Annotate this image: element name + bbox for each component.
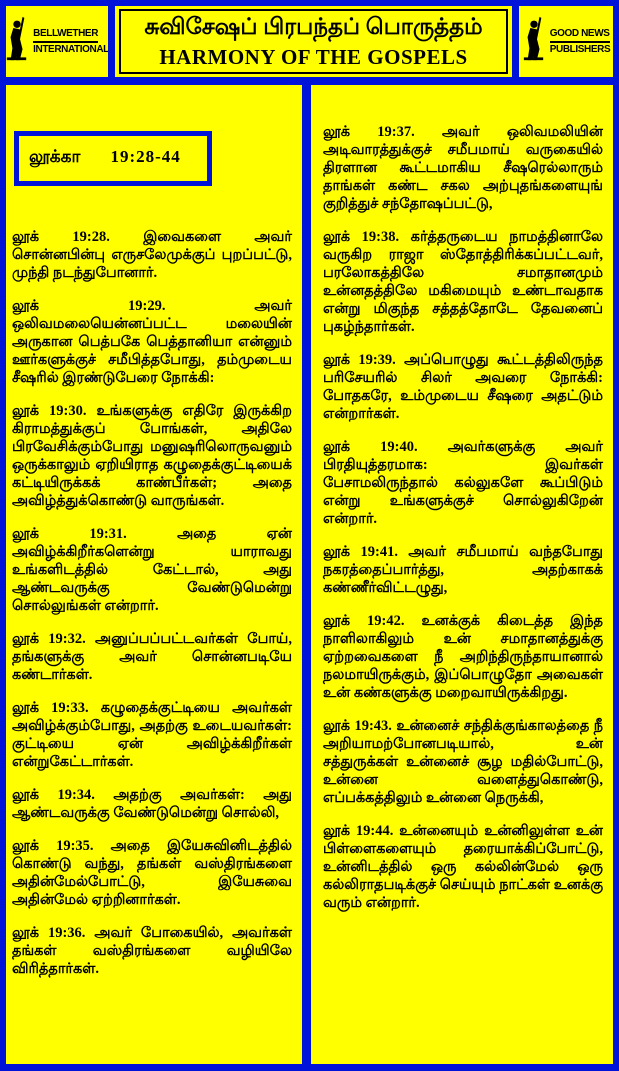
page-title-tamil: சுவிசேஷப் பிரபந்தப் பொருத்தம்	[144, 13, 483, 39]
verse-paragraph-19-34: லூக் 19:34. அதற்கு அவர்கள்: அது ஆண்டவருக்கு வேண்டுமென்று சொல்லி,	[12, 787, 292, 821]
logo-line: GOOD NEWS	[550, 27, 610, 43]
logo-line: PUBLISHERS	[549, 44, 611, 55]
good-news-logo-text	[550, 27, 610, 56]
verse-paragraph-19-38: லூக் 19:38. கர்த்தருடைய நாமத்தினாலே வருகிற ராஜா ஸ்தோத்திரிக்கப்பட்டவர், பரலோகத்திலே சமாதானமும் உன்னதத்திலே மகிமையும் உண்டாவதாக என்று மிகுந்த சத்தத்தோடே தேவனைப் புகழ்ந்தார்கள்.	[323, 229, 603, 335]
verse-paragraph-19-35: லூக் 19:35. அதை இயேசுவினிடத்தில் கொண்டு வந்து, தங்கள் வஸ்திரங்களை அதின்மேல்போட்டு, இயேசுவை அதின்மேல் ஏற்றினார்கள்.	[12, 838, 292, 908]
shepherd-figure-icon	[5, 16, 29, 67]
passage-body	[6, 85, 613, 1064]
page-header	[6, 6, 613, 85]
verse-paragraph-19-40: லூக் 19:40. அவர்களுக்கு அவர் பிரதியுத்தரமாக: இவர்கள் பேசாமலிருந்தால் கல்லுகளே கூப்பிடும் என்று உங்களுக்குச் சொல்லுகிறேன் என்றார்.	[323, 439, 603, 527]
verse-paragraph-19-39: லூக் 19:39. அப்பொழுது கூட்டத்திலிருந்த பரிசேயரில் சிலர் அவரை நோக்கி: போதகரே, உம்முடைய சீஷரை அதட்டும் என்றார்கள்.	[323, 352, 603, 422]
verse-paragraph-19-37: லூக் 19:37. அவர் ஒலிவமலியின் அடிவாரத்துக்குச் சமீபமாய் வருகையில் திரளான கூட்டமாகிய சீஷரெல்லாரும் தாங்கள் கண்ட சகல அற்புதங்களையுங் குறித்துச் சந்தோஷப்பட்டு,	[323, 124, 603, 212]
right-column	[311, 85, 613, 1064]
verse-paragraph-19-31: லூக் 19:31. அதை ஏன் அவிழ்க்கிறீர்களென்று யாராவது உங்களிடத்தில் கேட்டால், அது ஆண்டவருக்கு வேண்டுமென்று சொல்லுங்கள் என்றார்.	[12, 526, 292, 614]
verse-paragraph-19-41: லூக் 19:41. அவர் சமீபமாய் வந்தபோது நகரத்தைப்பார்த்து, அதற்காகக் கண்ணீர்விட்டழுது,	[323, 544, 603, 596]
shepherd-figure-icon	[522, 16, 546, 67]
verse-paragraph-19-28: லூக் 19:28. இவைகளை அவர் சொன்னபின்பு எருசலேமுக்குப் புறப்பட்டு, முந்தி நடந்துபோனார்.	[12, 229, 292, 281]
title-box	[119, 9, 508, 74]
reference-book-label: லூக்கா	[29, 147, 81, 166]
verse-paragraph-19-33: லூக் 19:33. கழுதைக்குட்டியை அவர்கள் அவிழ்க்கும்போது, அதற்கு உடையவர்கள்: குட்டியை ஏன் அவிழ்க்கிறீர்கள் என்றுகேட்டார்கள்.	[12, 700, 292, 770]
logo-line: INTERNATIONAL	[33, 44, 109, 55]
verse-paragraph-19-32: லூக் 19:32. அனுப்பப்பட்டவர்கள் போய், தங்களுக்கு அவர் சொன்னபடியே கண்டார்கள்.	[12, 631, 292, 683]
verse-paragraph-19-42: லூக் 19:42. உனக்குக் கிடைத்த இந்த நாளிலாகிலும் உன் சமாதானத்துக்கு ஏற்றவைகளை நீ அறிந்திருந்தாயானால் நலமாயிருக்கும், இப்பொழுதோ அவைகள் உன் கண்களுக்கு மறைவாயிருக்கிறது.	[323, 613, 603, 701]
verse-paragraph-19-30: லூக் 19:30. உங்களுக்கு எதிரே இருக்கிற கிராமத்துக்குப் போங்கள், அதிலே பிரவேசிக்கும்போது மனுஷரிலொருவனும் ஒருக்காலும் ஏறியிராத கழுதைக்குட்டியைக் கட்டியிருக்கக் காண்பீர்கள்; அதை அவிழ்த்துக்கொண்டு வாருங்கள்.	[12, 403, 292, 509]
page-title-english: HARMONY OF THE GOSPELS	[159, 44, 468, 69]
bellwether-logo	[6, 6, 108, 77]
column-divider	[302, 85, 311, 1064]
verse-paragraph-19-43: லூக் 19:43. உன்னைச் சந்திக்குங்காலத்தை நீ அறியாமற்போனபடியால், உன் சத்துருக்கள் உன்னைச் சூழ மதில்போட்டு, உன்னை வளைத்துகொண்டு, எப்பக்கத்திலும் உன்னை நெருக்கி,	[323, 718, 603, 806]
reference-range-label: 19:28-44	[110, 147, 181, 166]
left-column	[6, 85, 302, 1064]
bellwether-logo-text	[33, 27, 109, 56]
good-news-logo	[519, 6, 613, 77]
verse-paragraph-19-44: லூக் 19:44. உன்னையும் உன்னிலுள்ள உன் பிள்ளைகளையும் தரையாக்கிப்போட்டு, உன்னிடத்தில் ஒரு கல்லின்மேல் ஒரு கல்லிராதபடிக்குச் செய்யும் நாட்கள் உனக்கு வரும் என்றார்.	[323, 823, 603, 911]
verse-paragraph-19-29: லூக் 19:29. அவர் ஒலிவமலையென்னப்பட்ட மலையின் அருகான பெத்பகே பெத்தானியா என்னும் ஊர்களுக்குச் சமீபித்தபோது, தம்முடைய சீஷரில் இரண்டுபேரை நோக்கி:	[12, 298, 292, 386]
reference-heading-box	[14, 131, 212, 186]
title-cell	[108, 6, 519, 77]
verse-paragraph-19-36: லூக் 19:36. அவர் போகையில், அவர்கள் தங்கள் வஸ்திரங்களை வழியிலே விரித்தார்கள்.	[12, 925, 292, 977]
logo-line: BELLWETHER	[33, 27, 98, 43]
